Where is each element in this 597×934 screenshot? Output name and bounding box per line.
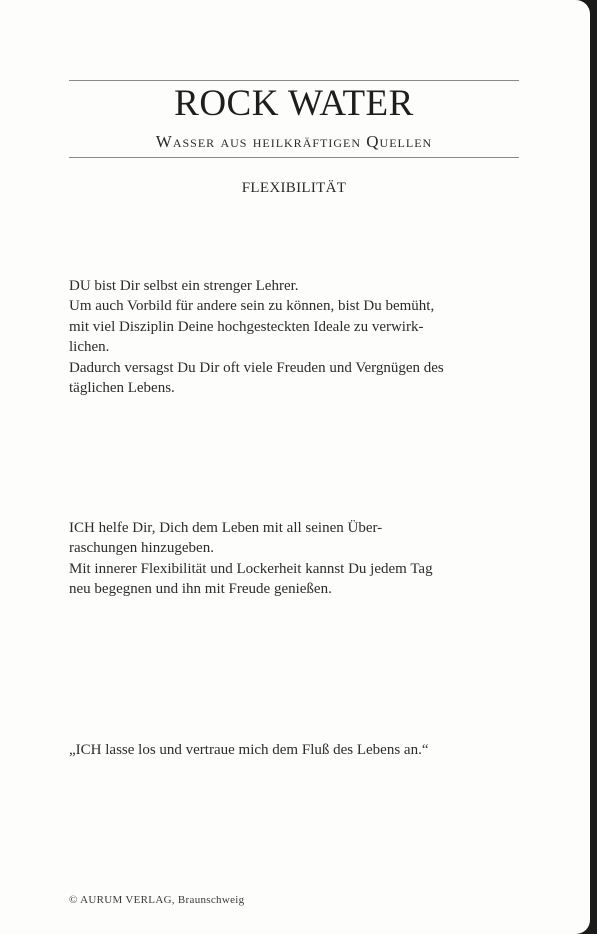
paragraph-line: Dadurch versagst Du Dir oft viele Freuden und Vergnügen des: [69, 359, 444, 376]
paragraph-help: [69, 518, 529, 600]
card-keyword: FLEXIBILITÄT: [241, 180, 347, 196]
paragraph-line: Um auch Vorbild für andere sein zu können, bist Du bemüht,: [69, 298, 435, 315]
bottom-rule: [69, 157, 519, 158]
paragraph-line: ICH helfe Dir, Dich dem Leben mit all seinen Über-: [69, 520, 383, 536]
paragraph-line: neu begegnen und ihn mit Freude genießen.: [69, 581, 332, 598]
paragraph-line: mit viel Disziplin Deine hochgesteckten Ideale zu verwirk-: [69, 318, 424, 335]
card-subtitle: Wasser aus heilkräftigen Quellen: [155, 132, 433, 151]
card-title: ROCK WATER: [174, 83, 414, 124]
paragraph-line: täglichen Lebens.: [69, 380, 175, 397]
paragraph-line: Mit innerer Flexibilität und Lockerheit kannst Du jedem Tag: [69, 560, 433, 577]
paragraph-problem: [69, 276, 529, 398]
copyright-notice: © AURUM VERLAG, Braunschweig: [69, 894, 245, 906]
paragraph-line: DU bist Dir selbst ein strenger Lehrer.: [69, 278, 299, 294]
paragraph-line: raschungen hinzugeben.: [69, 540, 214, 557]
paragraph-line: lichen.: [69, 339, 110, 356]
affirmation-quote: „ICH lasse los und vertraue mich dem Fluß des Lebens an.“: [69, 742, 429, 758]
top-rule: [69, 80, 519, 81]
